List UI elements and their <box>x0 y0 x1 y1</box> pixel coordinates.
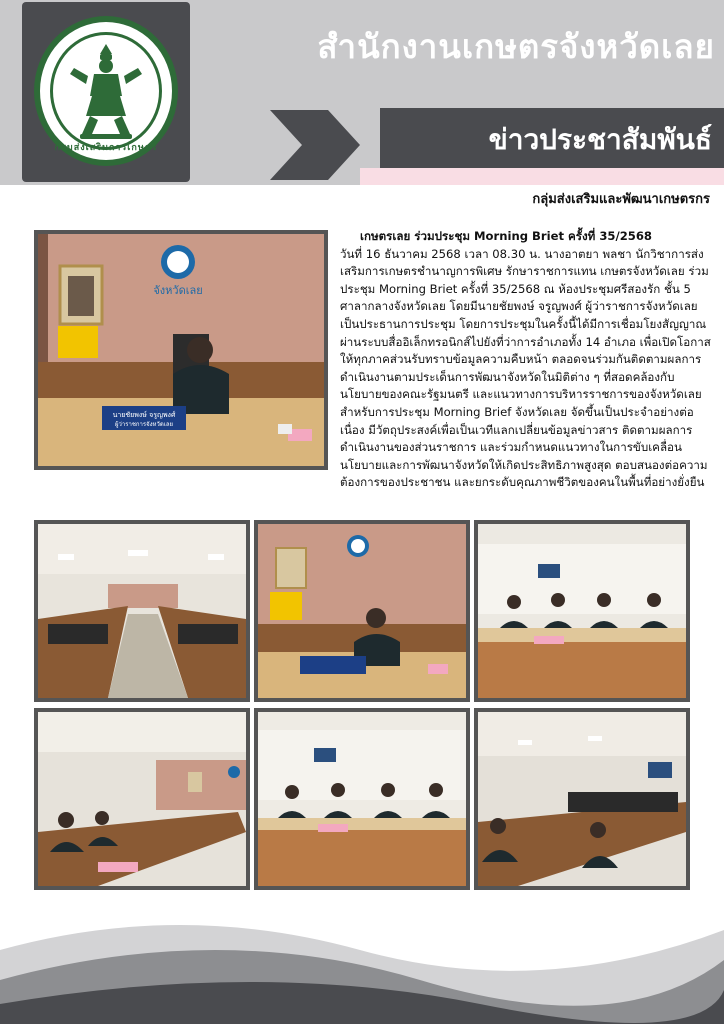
logo-caption: กรมส่งเสริมการเกษตร <box>54 143 158 153</box>
department-group-name: กลุ่มส่งเสริมและพัฒนาเกษตรกร <box>532 192 710 207</box>
nameplate-name: นายชัยพงษ์ จรูญพงศ์ <box>112 411 176 419</box>
photo-room-side-view <box>34 708 250 890</box>
header-pink-band <box>360 168 724 185</box>
photo-governor-closeup <box>254 520 470 702</box>
article-body: วันที่ 16 ธันวาคม 2568 เวลา 08.30 น. นางอาตยา พลชา นักวิชาการส่งเสริมการเกษตรชำนาญการพิเศษ รักษาราชการแทน เกษตรจังหวัดเลย ร่วมประชุม Morning Briet ครั้งที่ 35/2568 ณ ห้องประชุมศรีสองรัก ชั้น 5 ศาลากลางจังหวัดเลย โดยมีนายชัยพงษ์ จรูญพงศ์ ผู้ว่าราชการจังหวัดเลย เป็นประธานการประชุม โดยการประชุมในครั้งนี้ได้มีการเชื่อมโยงสัญญาณผ่านระบบสื่ออิเล็กทรอนิกส์ไปยังที่ว่าการอำเภอทั้ง 14 อำเภอ เพื่อเปิดโอกาสให้ทุกภาคส่วนรับทราบข้อมูลความคืบหน้า ตลอดจนร่วมกันติดตามผลการดำเนินงานตามประเด็นการพัฒนาจังหวัดในมิติต่าง ๆ ที่สอดคล้องกับนโยบายของคณะรัฐมนตรี และแนวทางการบริหารราชการของจังหวัดเลย สำหรับการประชุม Morning Brief จังหวัดเลย จัดขึ้นเป็นประจำอย่างต่อเนื่อง มีวัตถุประสงค์เพื่อเป็นเวทีแลกเปลี่ยนข้อมูลข่าวสาร ติดตามผลการดำเนินงานของส่วนราชการ และร่วมกำหนดแนวทางในการขับเคลื่อนนโยบายและการพัฒนาจังหวัดให้เกิดประสิทธิภาพสูงสุด ตอบสนองต่อความต้องการของประชาชน และยกระดับคุณภาพชีวิตของคนในพื้นที่อย่างยั่งยืน <box>340 246 711 490</box>
section-title: ข่าวประชาสัมพันธ์ <box>488 123 712 156</box>
photo-room-back-view <box>474 708 690 890</box>
photo-conference-room-wide <box>34 520 250 702</box>
nameplate-title: ผู้ว่าราชการจังหวัดเลย <box>114 421 174 428</box>
office-name-title: สำนักงานเกษตรจังหวัดเลย <box>317 27 715 66</box>
photo-attendees-table <box>474 520 690 702</box>
article-headline: เกษตรเลย ร่วมประชุม Morning Briet ครั้งที่ 35/2568 <box>360 229 652 243</box>
department-logo <box>22 2 190 182</box>
article-text <box>340 228 712 492</box>
backdrop-sign-text: จังหวัดเลย <box>153 284 203 297</box>
logo-emblem <box>34 16 178 166</box>
chevron-decoration-icon <box>250 110 380 180</box>
photo-attendees-row <box>254 708 470 890</box>
main-meeting-photo <box>34 230 328 470</box>
footer-wave-decoration <box>0 880 724 1024</box>
